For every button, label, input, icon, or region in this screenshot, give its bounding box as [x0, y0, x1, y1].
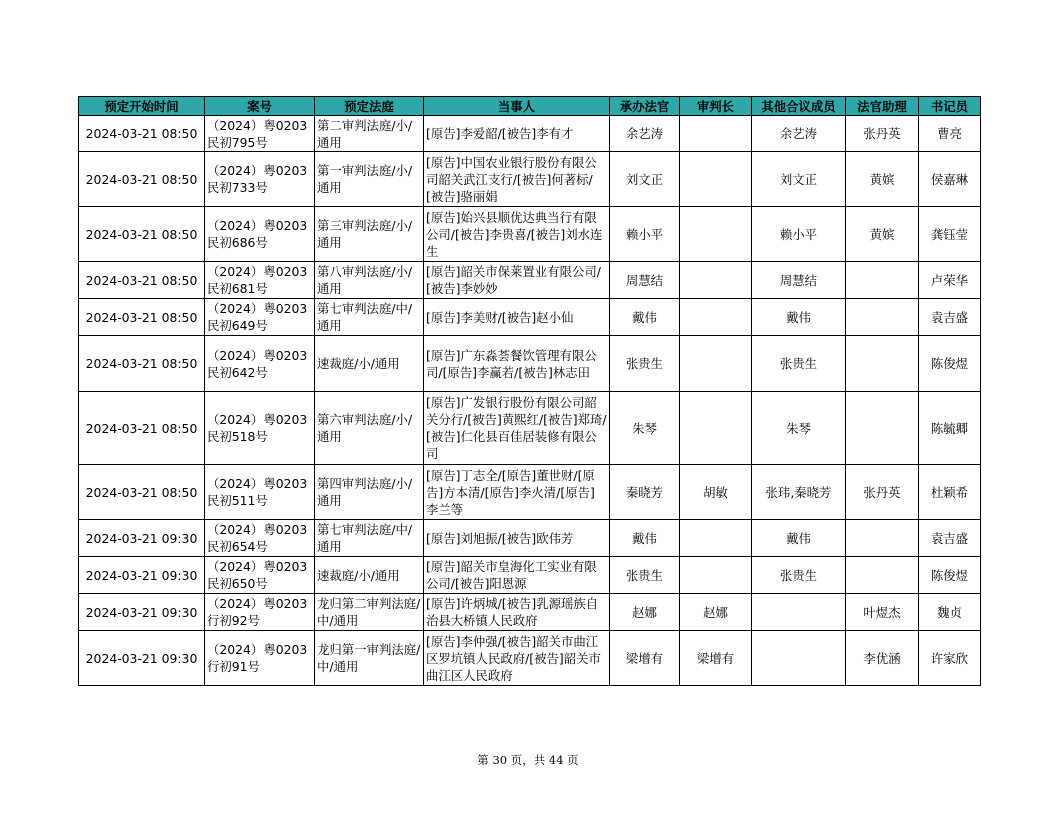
column-header: 审判长: [680, 97, 752, 116]
table-row: [79, 262, 981, 299]
courtroom-cell: 第七审判法庭/中/通用: [315, 520, 424, 557]
parties-cell: [原告]李美财/[被告]赵小仙: [424, 299, 610, 336]
parties-cell: [原告]李爱韶/[被告]李有才: [424, 116, 610, 152]
table-row: [79, 336, 981, 392]
clerk-cell: 陈俊煜: [919, 336, 981, 392]
panel-members-cell: 赖小平: [752, 207, 846, 262]
table-row: [79, 465, 981, 520]
table-row: [79, 299, 981, 336]
judge-assistant-cell: [846, 520, 919, 557]
presiding-judge-cell: [680, 392, 752, 465]
judge-assistant-cell: 李优涵: [846, 631, 919, 686]
courtroom-cell: 第二审判法庭/小/通用: [315, 116, 424, 152]
judge-cell: 余艺涛: [610, 116, 680, 152]
parties-cell: [原告]丁志全/[原告]董世财/[原告]方本清/[原告]李火清/[原告]李兰等: [424, 465, 610, 520]
judge-assistant-cell: 黄嫔: [846, 207, 919, 262]
case-number-cell: （2024）粤0203民初681号: [205, 262, 315, 299]
judge-cell: 梁增有: [610, 631, 680, 686]
panel-members-cell: 朱琴: [752, 392, 846, 465]
case-number-cell: （2024）粤0203民初733号: [205, 152, 315, 207]
clerk-cell: 陈毓卿: [919, 392, 981, 465]
table-row: [79, 594, 981, 631]
table-row: [79, 631, 981, 686]
judge-assistant-cell: 张丹英: [846, 465, 919, 520]
start-time-cell: 2024-03-21 09:30: [79, 631, 205, 686]
courtroom-cell: 第六审判法庭/小/通用: [315, 392, 424, 465]
parties-cell: [原告]始兴县顺优达典当行有限公司/[被告]李贵喜/[被告]刘水连生: [424, 207, 610, 262]
case-number-cell: （2024）粤0203民初650号: [205, 557, 315, 594]
courtroom-cell: 龙归第一审判法庭/中/通用: [315, 631, 424, 686]
case-number-cell: （2024）粤0203民初642号: [205, 336, 315, 392]
presiding-judge-cell: 胡敏: [680, 465, 752, 520]
start-time-cell: 2024-03-21 08:50: [79, 299, 205, 336]
parties-cell: [原告]广发银行股份有限公司韶关分行/[被告]黄熙红/[被告]郑琦/[被告]仁化县百佳居装修有限公司: [424, 392, 610, 465]
clerk-cell: 袁吉盛: [919, 520, 981, 557]
panel-members-cell: 张贵生: [752, 557, 846, 594]
table-row: [79, 557, 981, 594]
judge-cell: 戴伟: [610, 299, 680, 336]
start-time-cell: 2024-03-21 09:30: [79, 520, 205, 557]
parties-cell: [原告]中国农业银行股份有限公司韶关武江支行/[被告]何著标/[被告]骆丽娟: [424, 152, 610, 207]
start-time-cell: 2024-03-21 08:50: [79, 392, 205, 465]
courtroom-cell: 速裁庭/小/通用: [315, 336, 424, 392]
parties-cell: [原告]李仲强/[被告]韶关市曲江区罗坑镇人民政府/[被告]韶关市曲江区人民政府: [424, 631, 610, 686]
panel-members-cell: 戴伟: [752, 299, 846, 336]
case-number-cell: （2024）粤0203民初795号: [205, 116, 315, 152]
column-header: 预定法庭: [315, 97, 424, 116]
start-time-cell: 2024-03-21 08:50: [79, 152, 205, 207]
judge-cell: 赵娜: [610, 594, 680, 631]
clerk-cell: 曹亮: [919, 116, 981, 152]
judge-assistant-cell: [846, 336, 919, 392]
case-number-cell: （2024）粤0203行初91号: [205, 631, 315, 686]
judge-cell: 张贵生: [610, 336, 680, 392]
start-time-cell: 2024-03-21 09:30: [79, 594, 205, 631]
start-time-cell: 2024-03-21 08:50: [79, 336, 205, 392]
start-time-cell: 2024-03-21 08:50: [79, 465, 205, 520]
judge-cell: 秦晓芳: [610, 465, 680, 520]
case-number-cell: （2024）粤0203行初92号: [205, 594, 315, 631]
table-row: [79, 520, 981, 557]
clerk-cell: 袁吉盛: [919, 299, 981, 336]
judge-assistant-cell: [846, 392, 919, 465]
court-schedule-table: [78, 96, 981, 686]
panel-members-cell: 余艺涛: [752, 116, 846, 152]
panel-members-cell: 刘文正: [752, 152, 846, 207]
column-header: 法官助理: [846, 97, 919, 116]
presiding-judge-cell: [680, 152, 752, 207]
presiding-judge-cell: [680, 299, 752, 336]
table-row: [79, 116, 981, 152]
judge-cell: 周慧结: [610, 262, 680, 299]
clerk-cell: 杜颖希: [919, 465, 981, 520]
courtroom-cell: 第三审判法庭/小/通用: [315, 207, 424, 262]
judge-cell: 戴伟: [610, 520, 680, 557]
presiding-judge-cell: [680, 116, 752, 152]
clerk-cell: 魏贞: [919, 594, 981, 631]
clerk-cell: 龚钰莹: [919, 207, 981, 262]
parties-cell: [原告]韶关市保莱置业有限公司/[被告]李妙妙: [424, 262, 610, 299]
clerk-cell: 卢荣华: [919, 262, 981, 299]
table-row: [79, 152, 981, 207]
clerk-cell: 许家欣: [919, 631, 981, 686]
column-header: 当事人: [424, 97, 610, 116]
judge-cell: 赖小平: [610, 207, 680, 262]
panel-members-cell: 戴伟: [752, 520, 846, 557]
case-number-cell: （2024）粤0203民初649号: [205, 299, 315, 336]
courtroom-cell: 第一审判法庭/小/通用: [315, 152, 424, 207]
courtroom-cell: 第四审判法庭/小/通用: [315, 465, 424, 520]
clerk-cell: 侯嘉琳: [919, 152, 981, 207]
judge-assistant-cell: [846, 557, 919, 594]
courtroom-cell: 第八审判法庭/小/通用: [315, 262, 424, 299]
column-header: 案号: [205, 97, 315, 116]
column-header: 其他合议成员: [752, 97, 846, 116]
panel-members-cell: 张贵生: [752, 336, 846, 392]
parties-cell: [原告]许炳城/[被告]乳源瑶族自治县大桥镇人民政府: [424, 594, 610, 631]
judge-cell: 朱琴: [610, 392, 680, 465]
panel-members-cell: [752, 631, 846, 686]
table-row: [79, 392, 981, 465]
table-row: [79, 207, 981, 262]
presiding-judge-cell: [680, 557, 752, 594]
parties-cell: [原告]广东淼荟餐饮管理有限公司/[原告]李赢若/[被告]林志田: [424, 336, 610, 392]
clerk-cell: 陈俊煜: [919, 557, 981, 594]
presiding-judge-cell: 梁增有: [680, 631, 752, 686]
courtroom-cell: 龙归第二审判法庭/中/通用: [315, 594, 424, 631]
presiding-judge-cell: 赵娜: [680, 594, 752, 631]
start-time-cell: 2024-03-21 08:50: [79, 262, 205, 299]
table-header-row: [79, 97, 981, 116]
presiding-judge-cell: [680, 336, 752, 392]
case-number-cell: （2024）粤0203民初518号: [205, 392, 315, 465]
panel-members-cell: [752, 594, 846, 631]
column-header: 承办法官: [610, 97, 680, 116]
judge-cell: 张贵生: [610, 557, 680, 594]
case-number-cell: （2024）粤0203民初511号: [205, 465, 315, 520]
presiding-judge-cell: [680, 207, 752, 262]
presiding-judge-cell: [680, 520, 752, 557]
panel-members-cell: 周慧结: [752, 262, 846, 299]
panel-members-cell: 张玮,秦晓芳: [752, 465, 846, 520]
judge-cell: 刘文正: [610, 152, 680, 207]
presiding-judge-cell: [680, 262, 752, 299]
start-time-cell: 2024-03-21 08:50: [79, 116, 205, 152]
start-time-cell: 2024-03-21 09:30: [79, 557, 205, 594]
case-number-cell: （2024）粤0203民初686号: [205, 207, 315, 262]
judge-assistant-cell: [846, 299, 919, 336]
judge-assistant-cell: 黄嫔: [846, 152, 919, 207]
parties-cell: [原告]韶关市皇海化工实业有限公司/[被告]阳恩源: [424, 557, 610, 594]
column-header: 书记员: [919, 97, 981, 116]
judge-assistant-cell: [846, 262, 919, 299]
start-time-cell: 2024-03-21 08:50: [79, 207, 205, 262]
parties-cell: [原告]刘旭振/[被告]欧伟芳: [424, 520, 610, 557]
column-header: 预定开始时间: [79, 97, 205, 116]
case-number-cell: （2024）粤0203民初654号: [205, 520, 315, 557]
judge-assistant-cell: 张丹英: [846, 116, 919, 152]
page-number: 第 30 页，共 44 页: [477, 753, 579, 767]
judge-assistant-cell: 叶煜杰: [846, 594, 919, 631]
courtroom-cell: 第七审判法庭/中/通用: [315, 299, 424, 336]
courtroom-cell: 速裁庭/小/通用: [315, 557, 424, 594]
